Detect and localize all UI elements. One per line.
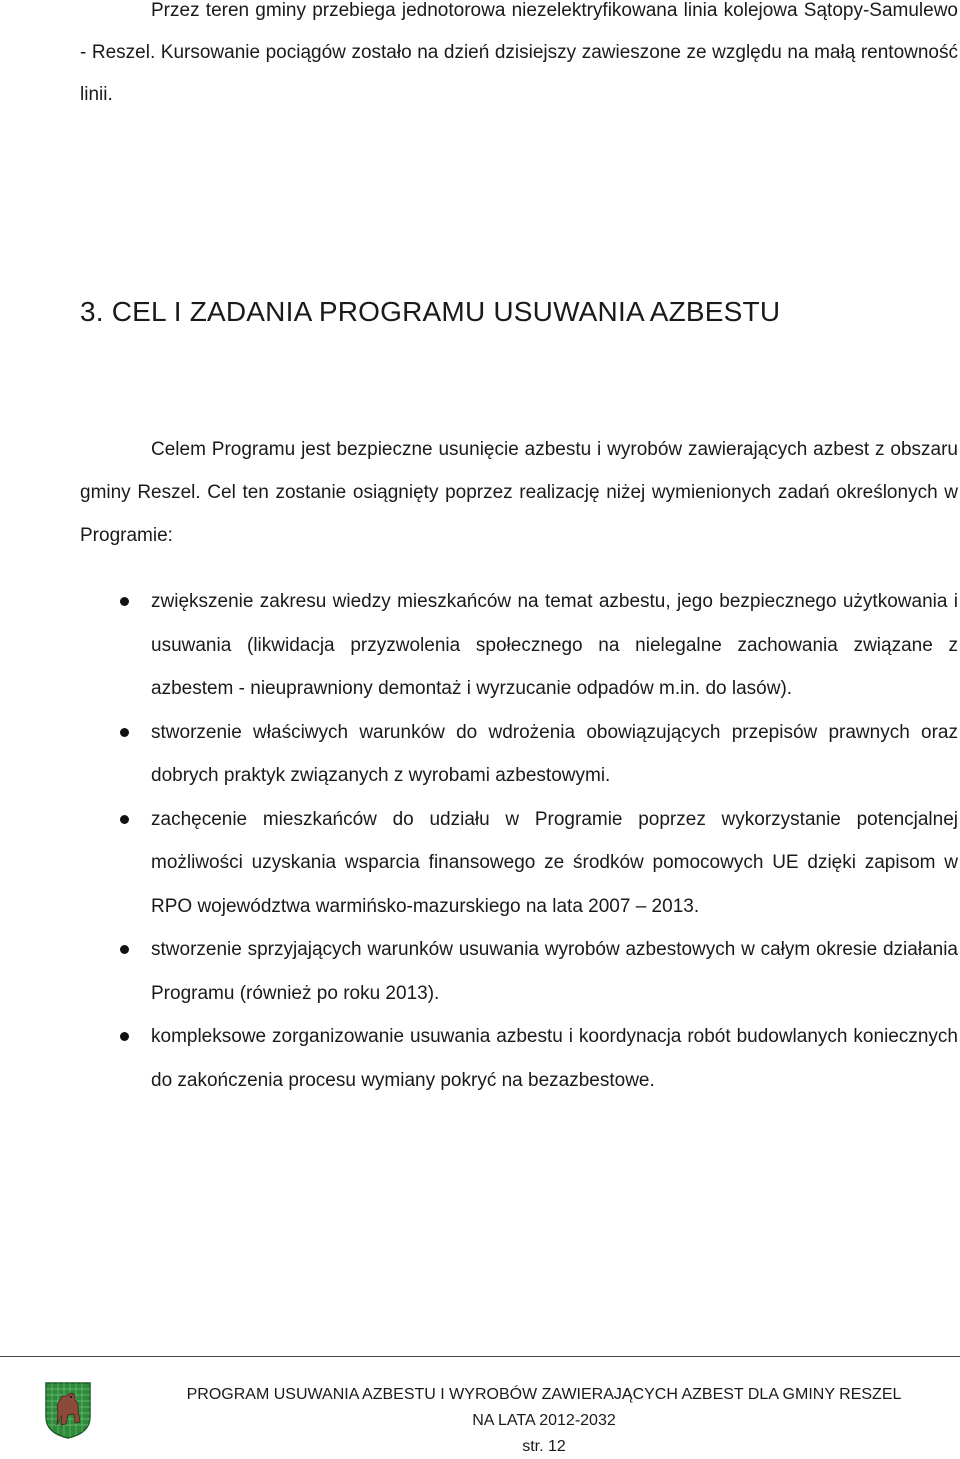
- section-heading: 3. CEL I ZADANIA PROGRAMU USUWANIA AZBESTU: [80, 296, 781, 327]
- task-item-3: [151, 798, 958, 929]
- task-text: zwiększenie zakresu wiedzy mieszkańców na temat azbestu, jego bezpiecznego użytkowania i usuwania (likwidacja przyzwolenia społecznego na nielegalne zachowania związane z azbestem - nieuprawniony demontaż i wyrzucanie odpadów m.in. do lasów).: [151, 591, 958, 699]
- bullet-icon: [120, 597, 129, 606]
- task-text: stworzenie właściwych warunków do wdrożenia obowiązujących przepisów prawnych oraz dobrych praktyk związanych z wyrobami azbestowymi.: [151, 721, 958, 786]
- coat-of-arms-bear-icon: [44, 1381, 92, 1439]
- task-item-4: [151, 928, 958, 1015]
- task-text: zachęcenie mieszkańców do udziału w Programie poprzez wykorzystanie potencjalnej możliwości uzyskania wsparcia finansowego ze środków pomocowych UE dzięki zapisom w RPO województwa warmińsko-mazurskiego na lata 2007 – 2013.: [151, 808, 958, 917]
- bullet-icon: [120, 1032, 129, 1041]
- footer-title-line-2: NA LATA 2012-2032: [472, 1412, 616, 1429]
- task-text: stworzenie sprzyjających warunków usuwania wyrobów azbestowych w całym okresie działania Programu (również po roku 2013).: [151, 939, 958, 1004]
- task-item-2: [151, 711, 958, 798]
- intro-paragraph: Przez teren gminy przebiega jednotorowa niezelektryfikowana linia kolejowa Sątopy-Samulewo - Reszel. Kursowanie pociągów zostało na dzień dzisiejszy zawieszone ze względu na małą rentowność linii.: [80, 0, 958, 105]
- task-item-5: [151, 1015, 958, 1102]
- task-item-1: [151, 580, 958, 711]
- bullet-icon: [120, 815, 129, 824]
- bullet-icon: [120, 945, 129, 954]
- task-text: kompleksowe zorganizowanie usuwania azbestu i koordynacja robót budowlanych koniecznych do zakończenia procesu wymiany pokryć na bezazbestowe.: [151, 1026, 958, 1091]
- page-number: str. 12: [522, 1438, 566, 1455]
- task-list: [0, 580, 960, 1102]
- footer-divider: [0, 1356, 960, 1357]
- bullet-icon: [120, 728, 129, 737]
- footer-title-line-1: PROGRAM USUWANIA AZBESTU I WYROBÓW ZAWIERAJĄCYCH AZBEST DLA GMINY RESZEL: [186, 1386, 902, 1403]
- footer-title: [186, 1382, 902, 1434]
- goal-paragraph: Celem Programu jest bezpieczne usunięcie azbestu i wyrobów zawierających azbest z obszaru gminy Reszel. Cel ten zostanie osiągnięty poprzez realizację niżej wymienionych zadań określonych w Programie:: [80, 439, 958, 546]
